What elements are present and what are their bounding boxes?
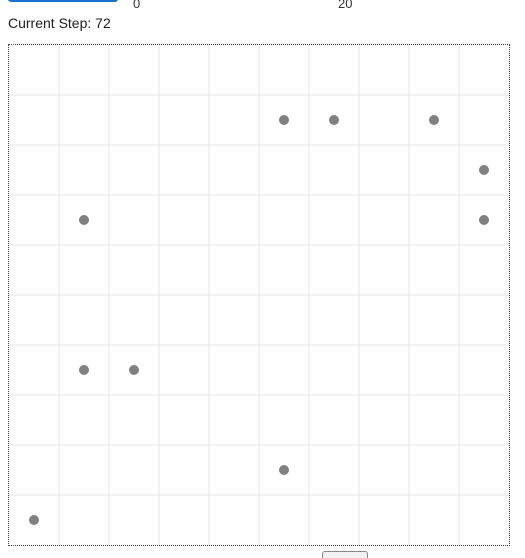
slider-tick-label-mid: 20 (338, 0, 353, 11)
slider-tick-label-min: 0 (133, 0, 141, 11)
agent-dot (429, 115, 439, 125)
agent-dot (279, 115, 289, 125)
current-step-label: Current Step: 72 (8, 15, 111, 31)
agent-dot (479, 165, 489, 175)
agent-dot (129, 365, 139, 375)
agent-dot (29, 515, 39, 525)
run-button-edge[interactable] (8, 0, 118, 2)
simulation-grid (8, 44, 510, 546)
agent-dot (479, 215, 489, 225)
bottom-control-edge[interactable] (322, 551, 368, 558)
agent-dot (79, 215, 89, 225)
agent-dot (329, 115, 339, 125)
agent-dot (279, 465, 289, 475)
grid-canvas (9, 45, 509, 545)
agent-dot (79, 365, 89, 375)
